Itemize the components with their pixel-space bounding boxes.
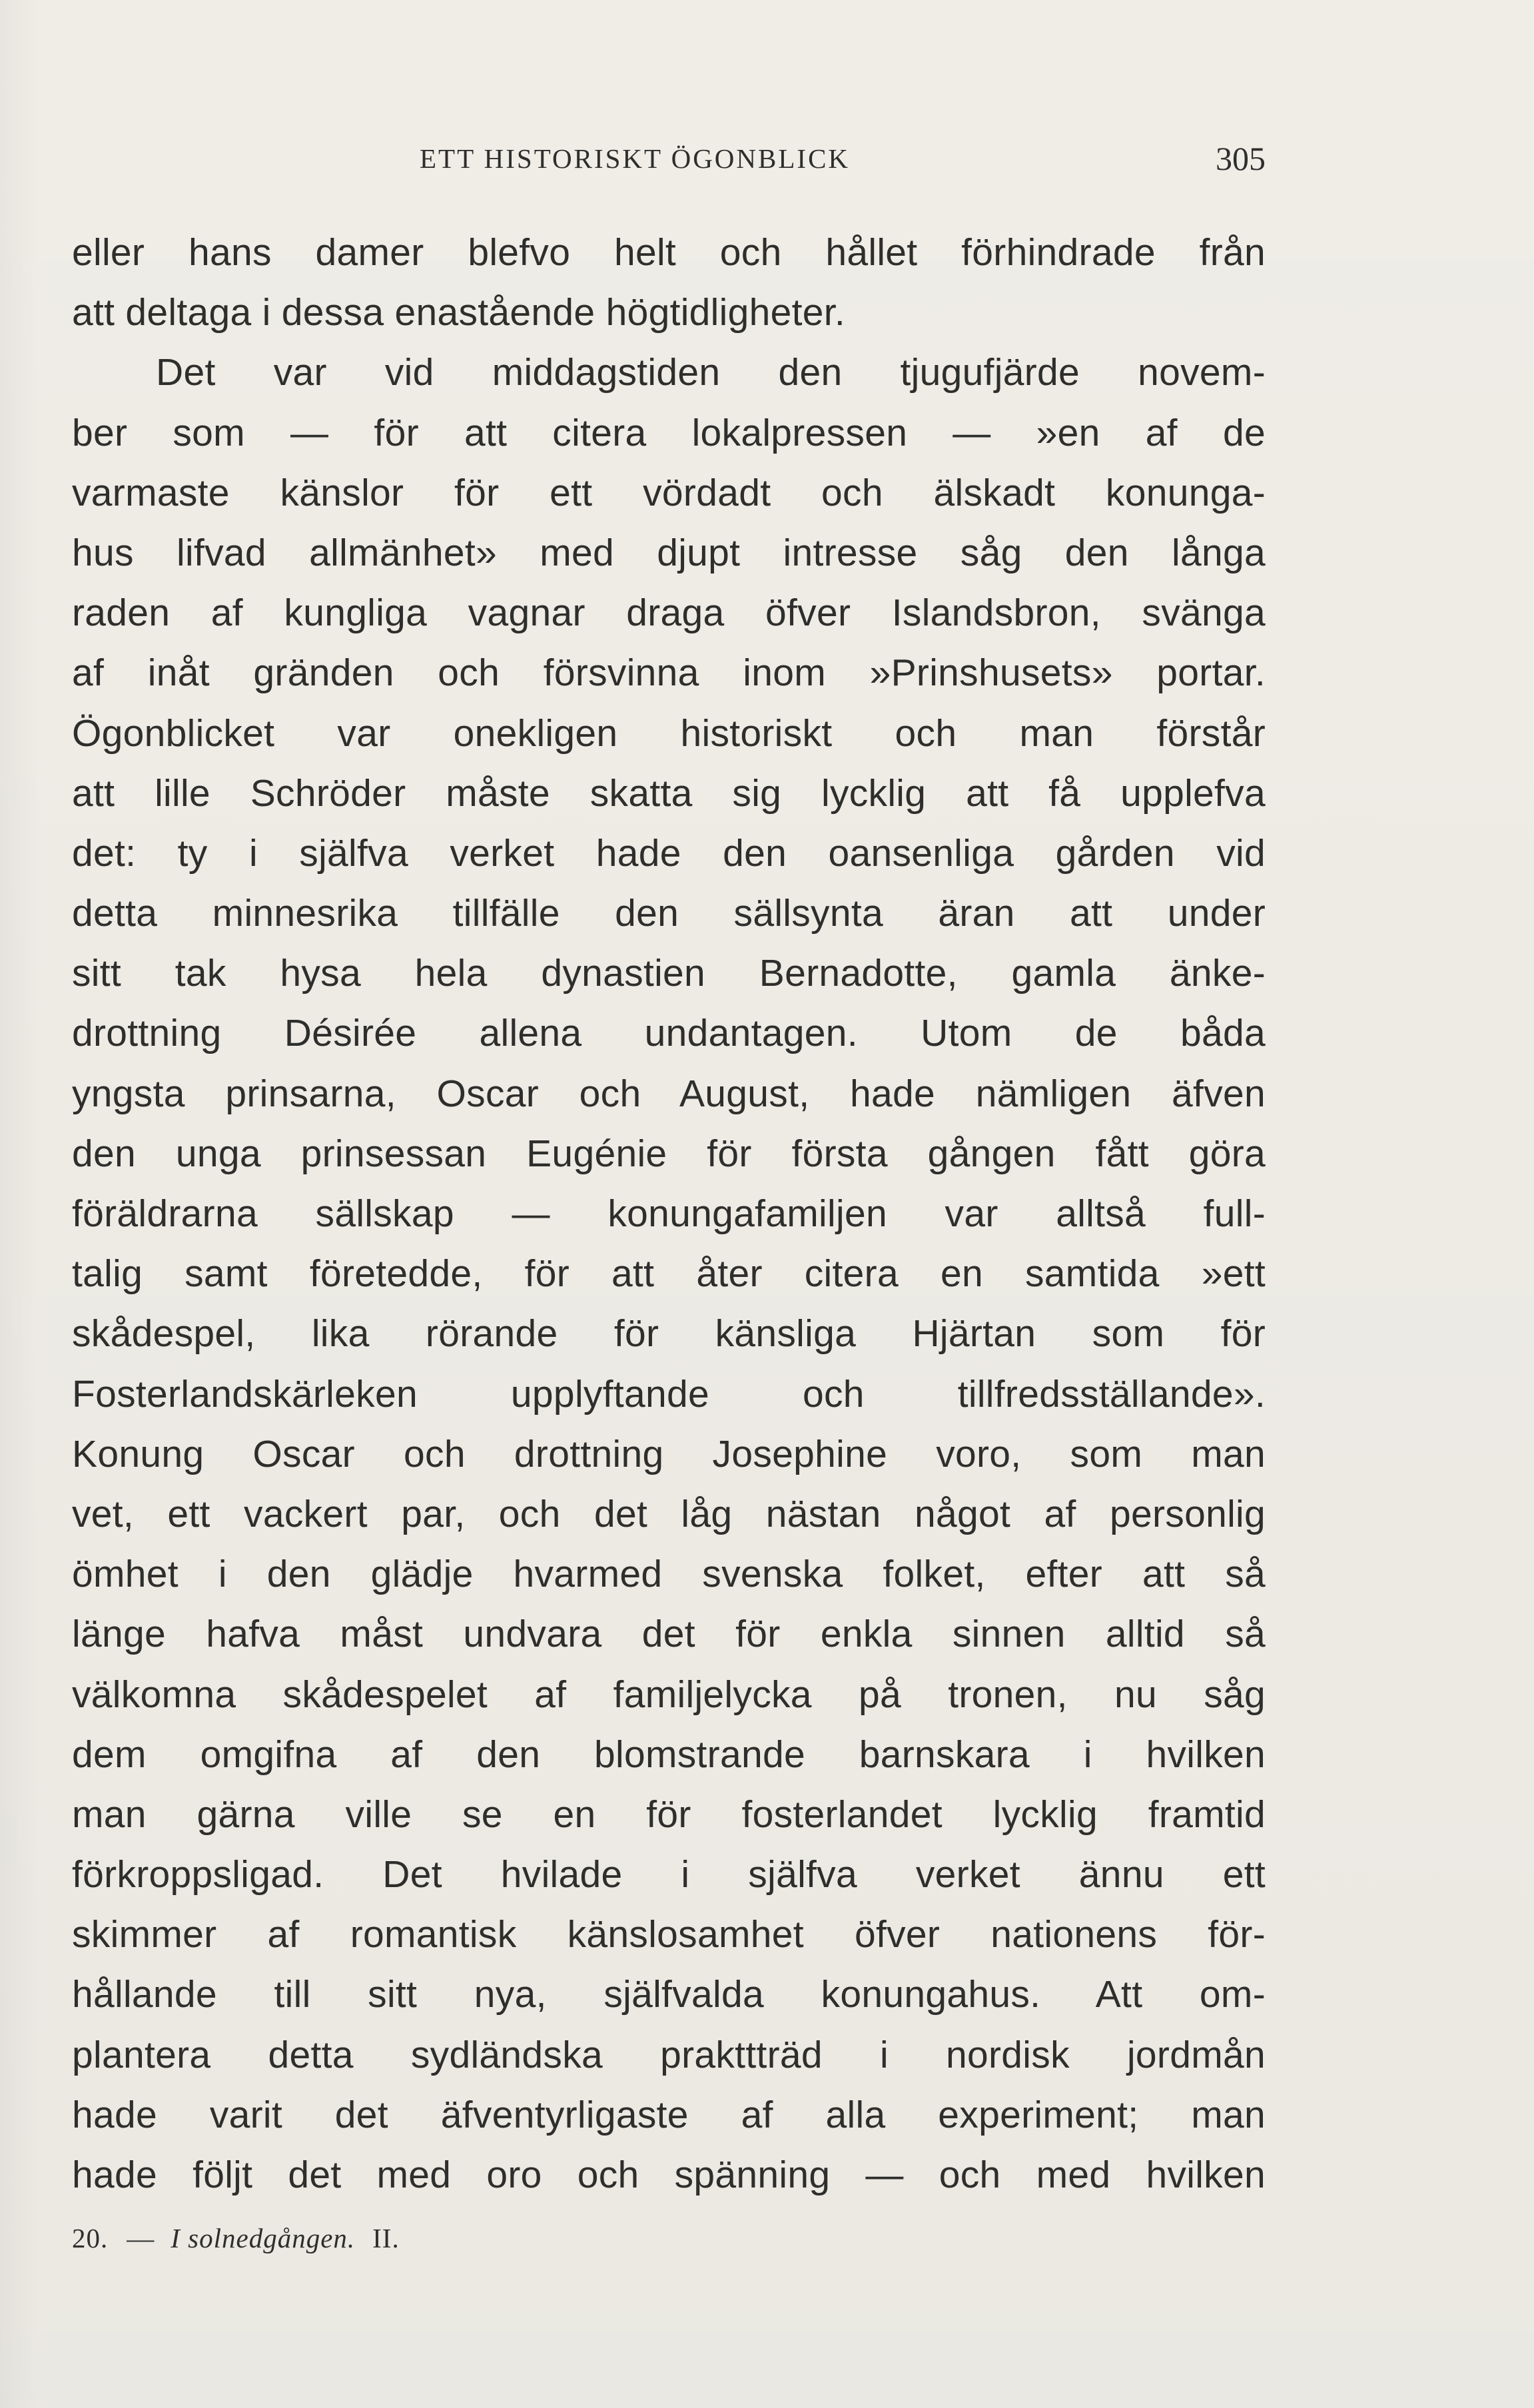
text-line: drottning Désirée allena undantagen. Utom de båda: [72, 1012, 1266, 1055]
text-line: Fosterlandskärleken upplyftande och tillfredsställande».: [72, 1372, 1266, 1415]
text-line: varmaste känslor för ett vördadt och älskadt konunga-: [72, 471, 1266, 514]
text-line: af inåt gränden och försvinna inom »Prinshusets» portar.: [72, 651, 1266, 695]
text-line: hade varit det äfventyrligaste af alla experiment; man: [72, 2093, 1266, 2136]
body-text: [72, 222, 1266, 2205]
text-line: plantera detta sydländska prakttträd i nordisk jordmån: [72, 2033, 1266, 2076]
text-line: hade följt det med oro och spänning — och med hvilken: [72, 2154, 1266, 2196]
signature-line: [72, 2218, 400, 2258]
text-line: detta minnesrika tillfälle den sällsynta äran att under: [72, 892, 1266, 935]
text-line: länge hafva måst undvara det för enkla sinnen alltid så: [72, 1613, 1266, 1656]
text-line: skådespel, lika rörande för känsliga Hjärtan som för: [72, 1312, 1266, 1356]
text-line: Konung Oscar och drottning Josephine voro, som man: [72, 1432, 1266, 1475]
text-line: föräldrarna sällskap — konungafamiljen var alltså full-: [72, 1192, 1266, 1235]
text-line: sitt tak hysa hela dynastien Bernadotte, gamla änke-: [72, 952, 1266, 995]
signature-mark: 20.: [72, 2223, 109, 2253]
text-line: Ögonblicket var onekligen historiskt och man förstår: [72, 711, 1266, 755]
text-line: man gärna ville se en för fosterlandet lycklig framtid: [72, 1793, 1266, 1836]
text-line: hus lifvad allmänhet» med djupt intresse såg den långa: [72, 531, 1266, 574]
text-line: skimmer af romantisk känslosamhet öfver nationens för-: [72, 1913, 1266, 1956]
text-line: eller hans damer blefvo helt och hållet förhindrade från: [72, 231, 1266, 274]
footer-dash: —: [127, 2223, 155, 2253]
running-title: ETT HISTORISKT ÖGONBLICK: [420, 143, 851, 174]
page-number: 305: [1216, 140, 1266, 177]
text-line: ber som — för att citera lokalpressen — »en af de: [72, 411, 1266, 454]
text-line: ömhet i den glädje hvarmed svenska folket, efter att så: [72, 1553, 1266, 1596]
text-line: vet, ett vackert par, och det låg nästan något af personlig: [72, 1492, 1266, 1535]
text-line: att lille Schröder måste skatta sig lycklig att få upplefva: [72, 771, 1266, 815]
text-line: hållande till sitt nya, själfvalda konungahus. Att om-: [72, 1973, 1266, 2016]
text-line: det: ty i själfva verket hade den oansenliga gården vid: [72, 831, 1266, 875]
text-line: att deltaga i dessa enastående högtidligheter.: [72, 291, 846, 334]
text-line: välkomna skådespelet af familjelycka på tronen, nu såg: [72, 1673, 1266, 1716]
text-line: yngsta prinsarna, Oscar och August, hade nämligen äfven: [72, 1072, 1266, 1115]
text-line: den unga prinsessan Eugénie för första gången fått göra: [72, 1132, 1266, 1175]
text-line: förkroppsligad. Det hvilade i själfva verket ännu ett: [72, 1853, 1266, 1896]
text-line: dem omgifna af den blomstrande barnskara i hvilken: [72, 1733, 1266, 1776]
text-line: Det var vid middagstiden den tjugufjärde novem-: [156, 351, 1266, 394]
text-line: talig samt företedde, för att åter citera en samtida »ett: [72, 1252, 1266, 1296]
book-title: I solnedgången.: [171, 2223, 356, 2253]
volume-number: II.: [372, 2223, 400, 2253]
text-line: raden af kungliga vagnar draga öfver Islandsbron, svänga: [72, 592, 1266, 635]
running-head: [72, 139, 1266, 179]
